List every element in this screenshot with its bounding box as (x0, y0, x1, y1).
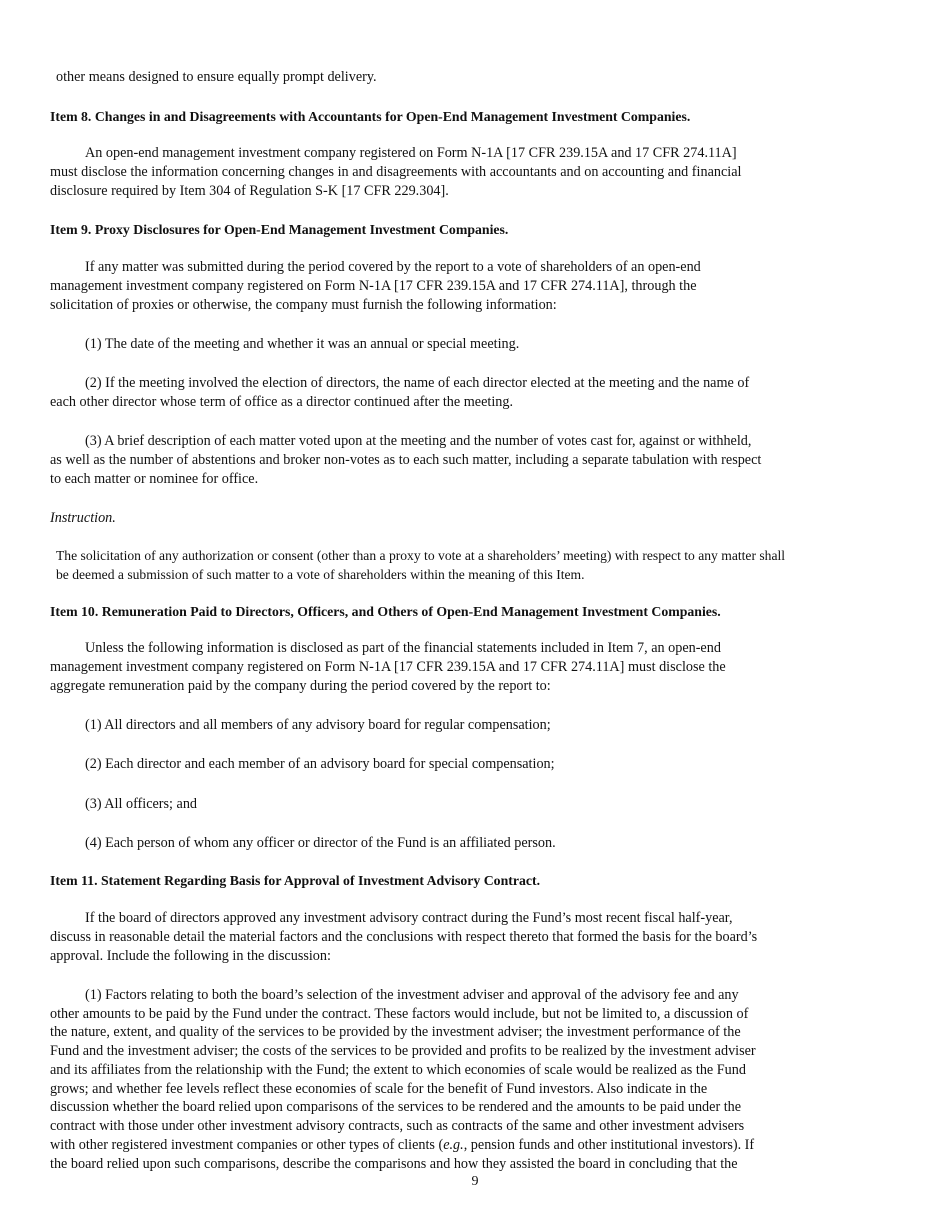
item11-heading: Item 11. Statement Regarding Basis for Approval of Investment Advisory Contract. (50, 873, 541, 888)
item9-point-3-line: (3) A brief description of each matter voted upon at the meeting and the number of votes cast for, against or withheld, (85, 433, 752, 449)
item9-point-1: (1) The date of the meeting and whether it was an annual or special meeting. (85, 336, 520, 352)
item8-body-line: must disclose the information concerning changes in and disagreements with accountants and on accounting and financial (50, 164, 742, 180)
instruction-label: Instruction. (50, 510, 116, 526)
item10-point-3: (3) All officers; and (85, 796, 198, 812)
item11-body-line: approval. Include the following in the discussion: (50, 948, 331, 964)
item9-body-line: solicitation of proxies or otherwise, the company must furnish the following information: (50, 297, 557, 313)
item11-point-1-line: and its affiliates from the relationship with the Fund; the extent to which economies of scale would be realized as the Fund (50, 1062, 746, 1078)
item9-point-2-line: (2) If the meeting involved the election of directors, the name of each director elected at the meeting and the name of (85, 375, 750, 391)
instruction-line: be deemed a submission of such matter to a vote of shareholders within the meaning of this Item. (56, 567, 585, 582)
item8-body-line: disclosure required by Item 304 of Regulation S-K [17 CFR 229.304]. (50, 183, 449, 199)
page-number: 9 (471, 1174, 479, 1189)
item10-point-2: (2) Each director and each member of an advisory board for special compensation; (85, 756, 555, 772)
eg-after: , pension funds and other institutional investors). If (463, 1137, 755, 1153)
item9-point-3-line: to each matter or nominee for office. (50, 471, 259, 487)
eg-abbrev: e.g. (443, 1137, 464, 1153)
item10-point-1: (1) All directors and all members of any advisory board for regular compensation; (85, 717, 551, 733)
item11-point-1-line: the nature, extent, and quality of the services to be provided by the investment adviser; the investment performance of the (50, 1024, 741, 1040)
instruction-line: The solicitation of any authorization or consent (other than a proxy to vote at a shareholders’ meeting) with respect to any matter shall (56, 548, 786, 563)
eg-before: with other registered investment companies or other types of clients ( (50, 1137, 444, 1153)
item10-body-line: aggregate remuneration paid by the company during the period covered by the report to: (50, 678, 551, 694)
top-fragment: other means designed to ensure equally prompt delivery. (56, 69, 377, 85)
item10-body-line: management investment company registered on Form N-1A [17 CFR 239.15A and 17 CFR 274.11A] must disclose the (50, 659, 726, 675)
item10-heading: Item 10. Remuneration Paid to Directors, Officers, and Others of Open-End Management Investment Companies. (50, 604, 721, 619)
item11-body-line: If the board of directors approved any investment advisory contract during the Fund’s most recent fiscal half-year, (85, 910, 733, 926)
item11-point-1-line: grows; and whether fee levels reflect these economies of scale for the benefit of Fund investors. Also indicate in the (50, 1081, 708, 1097)
item11-point-1-line: the board relied upon such comparisons, describe the comparisons and how they assisted the board in concluding that the (50, 1156, 738, 1172)
item11-point-1-line: discussion whether the board relied upon comparisons of the services to be rendered and the amounts to be paid under the (50, 1099, 742, 1115)
item10-body-line: Unless the following information is disclosed as part of the financial statements included in Item 7, an open-end (85, 640, 721, 656)
item9-body-line: management investment company registered on Form N-1A [17 CFR 239.15A and 17 CFR 274.11A], through the (50, 278, 697, 294)
item11-point-1-line: (1) Factors relating to both the board’s selection of the investment adviser and approval of the advisory fee and any (85, 987, 739, 1003)
item8-heading: Item 8. Changes in and Disagreements with Accountants for Open-End Management Investment Companies. (50, 109, 691, 124)
item11-point-1-line: contract with those under other investment advisory contracts, such as contracts of the same and other investment advisers (50, 1118, 745, 1134)
item10-point-4: (4) Each person of whom any officer or director of the Fund is an affiliated person. (85, 835, 556, 851)
item9-heading: Item 9. Proxy Disclosures for Open-End Management Investment Companies. (50, 222, 509, 237)
item11-point-1-line: other amounts to be paid by the Fund under the contract. These factors would include, but not be limited to, a discussion of (50, 1006, 749, 1022)
item11-point-1-line (50, 1136, 754, 1155)
item11-body-line: discuss in reasonable detail the material factors and the conclusions with respect thereto that formed the basis for the board’s (50, 929, 758, 945)
item11-point-1-line: Fund and the investment adviser; the costs of the services to be provided and profits to be realized by the investment adviser (50, 1043, 756, 1059)
item9-point-3-line: as well as the number of abstentions and broker non-votes as to each such matter, including a separate tabulation with respect (50, 452, 762, 468)
item9-body-line: If any matter was submitted during the period covered by the report to a vote of shareholders of an open-end (85, 259, 701, 275)
item9-point-2-line: each other director whose term of office as a director continued after the meeting. (50, 394, 513, 410)
item8-body-line: An open-end management investment company registered on Form N-1A [17 CFR 239.15A and 17 CFR 274.11A] (85, 145, 737, 161)
